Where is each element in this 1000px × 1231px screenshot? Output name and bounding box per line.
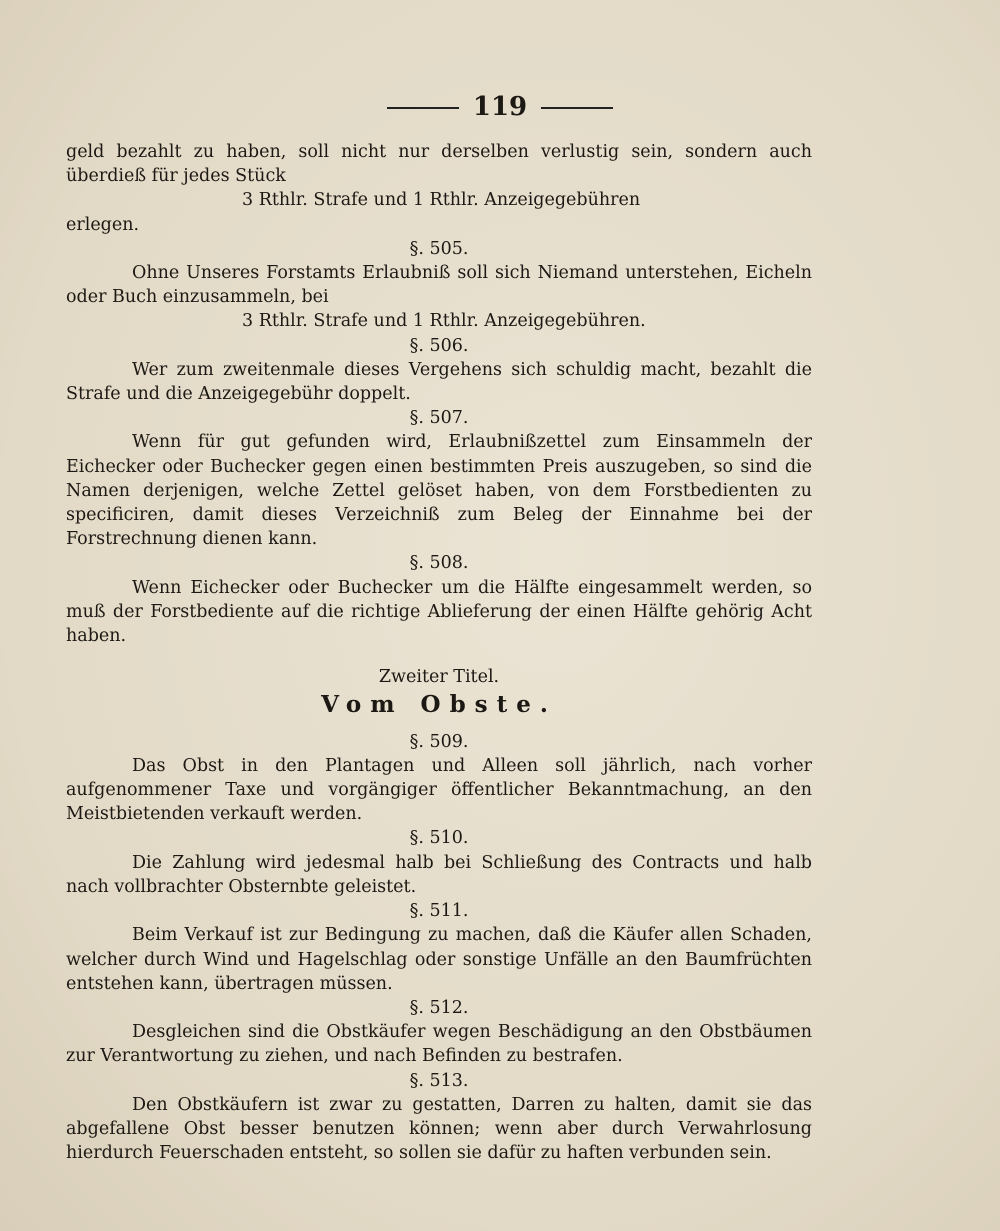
page-number: 119 [472,92,528,122]
page-header [0,92,1000,122]
section-508-heading: §. 508. [409,553,469,574]
section-510-heading: §. 510. [409,828,469,849]
section-511-heading: §. 511. [409,901,469,922]
section-507-text: Wenn für gut gefunden wird, Erlaubnißzettel zum Einsammeln der Eichecker oder Buchecker gegen einen bestimmten Preis auszugeben, so sind die Namen derjenigen, welche Zettel gelöset haben, von dem Forstbedienten zu specificiren, damit dieses Verzeichniß zum Beleg der Einnahme bei der Forstrechnung dienen kann. [66,432,812,550]
chapter-title: Zweiter Titel. [378,667,500,688]
chapter-subtitle: Vom Obste. [321,691,557,719]
section-511-text: Beim Verkauf ist zur Bedingung zu machen, daß die Käufer allen Schaden, welcher durch Wind und Hagelschlag oder sonstige Unfälle an den Baumfrüchten entstehen kann, übertragen müssen. [66,925,812,994]
section-510-text: Die Zahlung wird jedesmal halb bei Schließung des Contracts und halb nach vollbrachter Obsternbte geleistet. [66,852,812,897]
paragraph-end: erlegen. [66,214,140,235]
section-506-heading: §. 506. [409,335,469,356]
section-513-heading: §. 513. [409,1070,469,1091]
section-509-heading: §. 509. [409,731,469,752]
section-507-heading: §. 507. [409,408,469,429]
penalty-line: 3 Rthlr. Strafe und 1 Rthlr. Anzeigegebühren [242,190,641,211]
paragraph-continued: geld bezahlt zu haben, soll nicht nur derselben verlustig sein, sondern auch überdieß für jedes Stück [66,142,812,187]
section-505-heading: §. 505. [409,238,469,259]
section-512-text: Desgleichen sind die Obstkäufer wegen Beschädigung an den Obstbäumen zur Verantwortung zu ziehen, und nach Befinden zu bestrafen. [66,1022,812,1067]
body-text [66,140,812,1165]
section-513-text: Den Obstkäufern ist zwar zu gestatten, Darren zu halten, damit sie das abgefallene Obst besser benutzen können; wenn aber durch Verwahrlosung hierdurch Feuerschaden entsteht, so sollen sie dafür zu haften verbunden sein. [66,1094,812,1164]
section-512-heading: §. 512. [409,997,469,1018]
header-rule-right [541,107,613,109]
section-506-text: Wer zum zweitenmale dieses Vergehens sich schuldig macht, bezahlt die Strafe und die Anzeigegebühr doppelt. [66,359,812,405]
section-505-text: Ohne Unseres Forstamts Erlaubniß soll sich Niemand unterstehen, Eicheln oder Buch einzusammeln, bei [66,263,812,308]
header-rule-left [387,107,459,109]
section-508-text: Wenn Eichecker oder Buchecker um die Hälfte eingesammelt werden, so muß der Forstbediente auf die richtige Ablieferung der einen Hälfte gehörig Acht haben. [66,577,812,647]
section-509-text: Das Obst in den Plantagen und Alleen soll jährlich, nach vorher aufgenommener Taxe und vorgängiger öffentlicher Bekanntmachung, an den Meistbietenden verkauft werden. [66,755,812,825]
section-505-penalty: 3 Rthlr. Strafe und 1 Rthlr. Anzeigegebühren. [242,311,646,332]
